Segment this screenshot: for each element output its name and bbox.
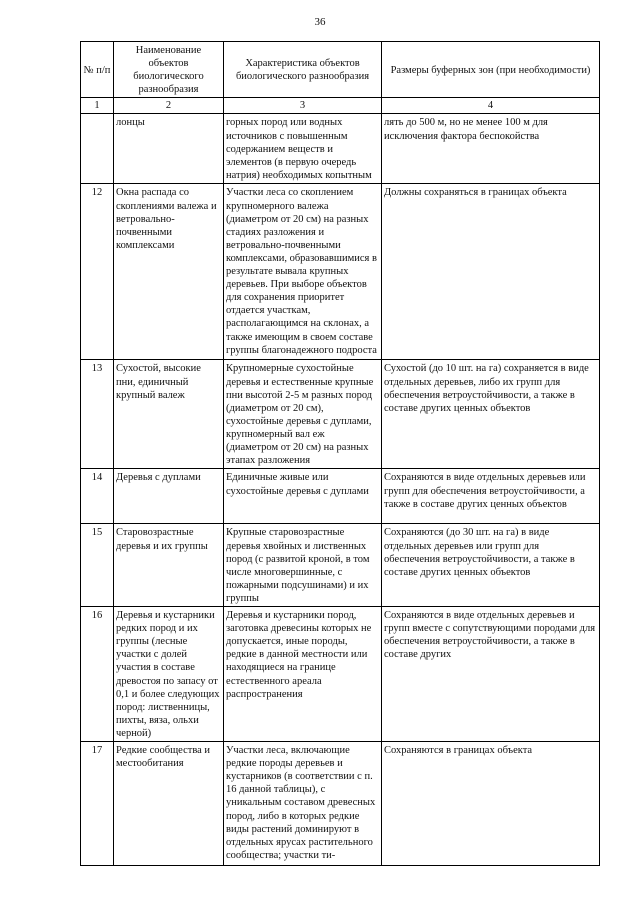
column-number-row — [81, 98, 600, 114]
header-buffer: Размеры буферных зон (при необходимости) — [382, 42, 600, 98]
column-number: 1 — [81, 98, 114, 114]
page-number: 36 — [314, 16, 326, 28]
row-number: 14 — [81, 469, 114, 524]
table-row — [81, 469, 600, 524]
row-characteristic: Участки леса со скоплением крупномерного валежа (диаметром от 20 см) на разных стадиях разложения и ветровально-почвенными комплексами, образовавшимися в результате вывала крупных деревьев. При выборе объектов для сохранения приоритет отдается участкам, располагающимся на склонах, а также имеющим в своем составе группы благонадежного подроста — [224, 184, 382, 360]
row-buffer: лять до 500 м, но не менее 100 м для исключения фактора беспокойства — [382, 114, 600, 184]
row-number — [81, 114, 114, 184]
column-number: 2 — [114, 98, 224, 114]
table-row — [81, 607, 600, 742]
row-characteristic: Крупные старовозрастные деревья хвойных и лиственных пород (с развитой кроной, в том числе многовершинные, с пожарными подсушинами) и их группы — [224, 524, 382, 607]
row-number: 15 — [81, 524, 114, 607]
row-number: 17 — [81, 742, 114, 866]
row-buffer: Сохраняются в виде отдельных деревьев и групп вместе с сопутствующими породами для обеспечения ветроустойчивости, а также в составе других — [382, 607, 600, 742]
row-buffer: Сохраняются (до 30 шт. на га) в виде отдельных деревьев или групп для обеспечения ветроустойчивости, а также в составе других ценных объектов — [382, 524, 600, 607]
row-characteristic: Деревья и кустарники пород, заготовка древесины которых не допускается, иные породы, редкие в данной местности или находящиеся на границе естественного ареала распространения — [224, 607, 382, 742]
row-buffer: Должны сохраняться в границах объекта — [382, 184, 600, 360]
header-number: № п/п — [81, 42, 114, 98]
table-row — [81, 524, 600, 607]
column-number: 4 — [382, 98, 600, 114]
row-number: 12 — [81, 184, 114, 360]
row-name: Деревья и кустарники редких пород и их группы (лесные участки с долей участия в составе древостоя по запасу от 0,1 и более следующих пород: лиственницы, пихты, вяза, ольхи черной) — [114, 607, 224, 742]
row-name: Окна распада со скоплениями валежа и ветровально-почвенными комплексами — [114, 184, 224, 360]
row-number: 13 — [81, 360, 114, 469]
row-characteristic: Участки леса, включающие редкие породы деревьев и кустарников (в соответствии с п. 16 данной таблицы), с уникальным составом древесных пород, либо в которых редкие виды растений доминируют в отдельных ярусах растительного сообщества; участки ти- — [224, 742, 382, 866]
row-name: Редкие сообщества и местообитания — [114, 742, 224, 866]
row-name: Старовозрастные деревья и их группы — [114, 524, 224, 607]
row-name: Сухостой, высокие пни, единичный крупный валеж — [114, 360, 224, 469]
table-row — [81, 742, 600, 866]
column-number: 3 — [224, 98, 382, 114]
table-row — [81, 114, 600, 184]
row-name: лонцы — [114, 114, 224, 184]
row-characteristic: Единичные живые или сухостойные деревья с дуплами — [224, 469, 382, 524]
table-row — [81, 184, 600, 360]
row-buffer: Сухостой (до 10 шт. на га) сохраняется в виде отдельных деревьев, либо их групп для обеспечения ветроустойчивости, а также в составе других ценных объектов — [382, 360, 600, 469]
header-characteristic: Характеристика объектов биологического разнообразия — [224, 42, 382, 98]
header-row — [81, 42, 600, 98]
row-name: Деревья с дуплами — [114, 469, 224, 524]
table-row — [81, 360, 600, 469]
row-buffer: Сохраняются в границах объекта — [382, 742, 600, 866]
header-name: Наименование объектов биологического разнообразия — [114, 42, 224, 98]
row-characteristic: горных пород или водных источников с повышенным содержанием веществ и элементов (в первую очередь натрия) необходимых копытным — [224, 114, 382, 184]
row-number: 16 — [81, 607, 114, 742]
row-buffer: Сохраняются в виде отдельных деревьев или групп для обеспечения ветроустойчивости, а также в составе других ценных объектов — [382, 469, 600, 524]
row-characteristic: Крупномерные сухостойные деревья и естественные крупные пни высотой 2-5 м разных пород (диаметром от 20 см), сухостойные деревья с дуплами, крупномерный вал еж (диаметром от 20 см) на разных этапах разложения — [224, 360, 382, 469]
biodiversity-table — [80, 41, 600, 866]
